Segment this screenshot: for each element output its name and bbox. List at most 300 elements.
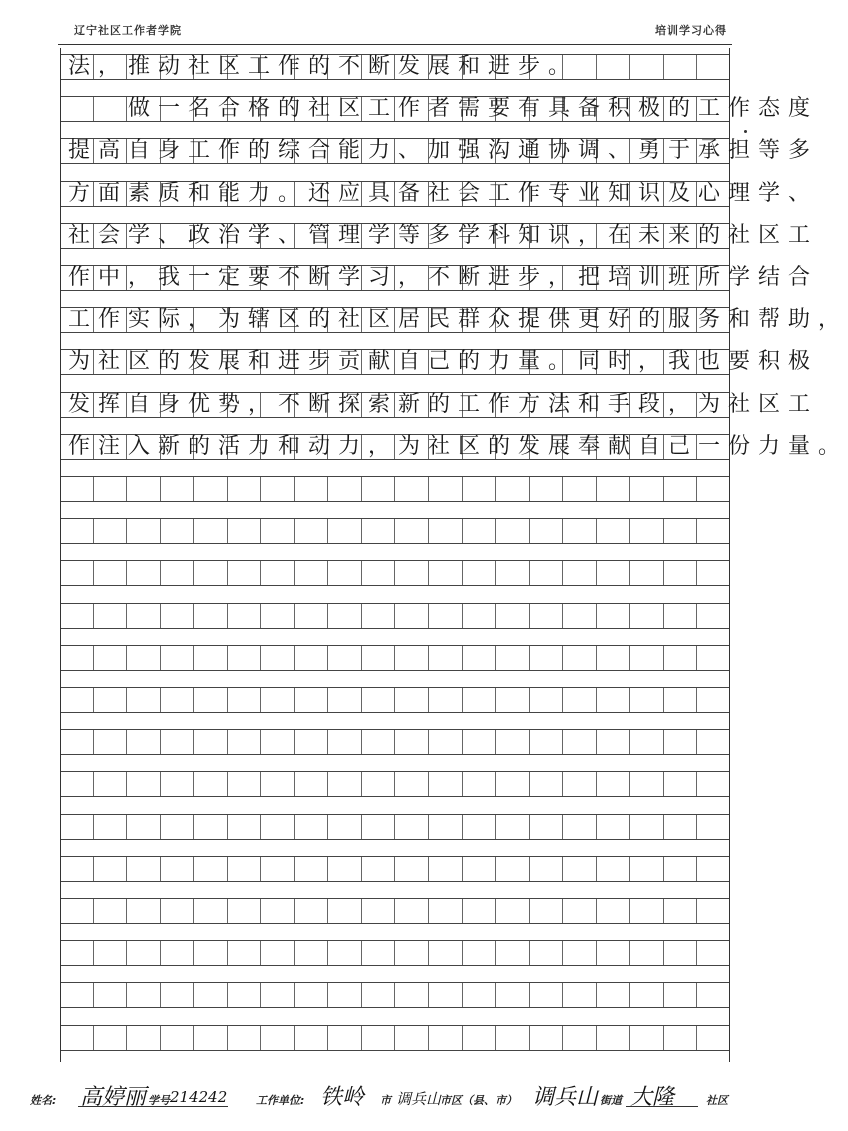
grid-cell <box>60 477 94 501</box>
grid-cell <box>295 561 329 585</box>
grid-cell <box>496 477 530 501</box>
grid-cell <box>261 941 295 965</box>
grid-cell <box>463 941 497 965</box>
grid-cell <box>328 604 362 628</box>
street-value: 调兵山 <box>532 1085 599 1110</box>
grid-cell <box>261 730 295 754</box>
grid-cell <box>395 941 429 965</box>
grid-cell <box>328 477 362 501</box>
grid-cell <box>94 772 128 796</box>
grid-cell <box>496 815 530 839</box>
grid-cell <box>395 815 429 839</box>
footer-info <box>0 1078 799 1118</box>
grid-cell <box>697 604 730 628</box>
grid-cell <box>228 1026 262 1050</box>
grid-cell <box>496 561 530 585</box>
grid-cell <box>362 688 396 712</box>
grid-cell <box>463 730 497 754</box>
grid-cell <box>697 561 730 585</box>
grid-cell <box>228 604 262 628</box>
grid-cell <box>94 815 128 839</box>
grid-cell <box>127 646 161 670</box>
grid-cell <box>328 519 362 543</box>
grid-cell <box>664 815 698 839</box>
grid-cell <box>60 899 94 923</box>
grid-cell <box>228 730 262 754</box>
grid-cell <box>563 899 597 923</box>
grid-cell <box>228 688 262 712</box>
grid-cell <box>261 899 295 923</box>
grid-cell <box>463 477 497 501</box>
grid-cell <box>463 815 497 839</box>
grid-cell <box>161 857 195 881</box>
grid-cell <box>295 815 329 839</box>
grid-cell <box>630 688 664 712</box>
grid-cell <box>161 730 195 754</box>
grid-cell <box>328 857 362 881</box>
grid-cell <box>228 983 262 1007</box>
grid-cell <box>597 983 631 1007</box>
grid-cell <box>664 561 698 585</box>
grid-cell <box>496 688 530 712</box>
grid-cell <box>261 561 295 585</box>
grid-cell <box>395 983 429 1007</box>
grid-cell <box>530 941 564 965</box>
grid-cell <box>429 983 463 1007</box>
grid-cell <box>60 815 94 839</box>
grid-cell <box>161 1026 195 1050</box>
grid-cell <box>463 561 497 585</box>
grid-cell <box>664 1026 698 1050</box>
grid-cell <box>429 730 463 754</box>
grid-cell <box>664 983 698 1007</box>
grid-row <box>60 982 730 1008</box>
grid-cell <box>530 772 564 796</box>
text-line: 法，推动社区工作的不断发展和进步。 <box>68 54 579 79</box>
street-label: 街道 <box>600 1094 622 1107</box>
grid-cell <box>127 477 161 501</box>
grid-cell <box>563 519 597 543</box>
grid-cell <box>228 646 262 670</box>
grid-cell <box>161 899 195 923</box>
id-value: 214242 <box>170 1088 228 1106</box>
grid-cell <box>127 1026 161 1050</box>
grid-cell <box>161 815 195 839</box>
grid-cell <box>261 477 295 501</box>
grid-cell <box>295 1026 329 1050</box>
grid-cell <box>530 604 564 628</box>
grid-cell <box>496 604 530 628</box>
community-value: 大隆 <box>630 1085 675 1110</box>
grid-cell <box>127 941 161 965</box>
grid-cell <box>94 604 128 628</box>
grid-cell <box>194 857 228 881</box>
grid-cell <box>94 519 128 543</box>
grid-cell <box>429 646 463 670</box>
grid-cell <box>362 983 396 1007</box>
grid-row <box>60 645 730 671</box>
grid-cell <box>563 604 597 628</box>
grid-cell <box>664 477 698 501</box>
grid-cell <box>328 1026 362 1050</box>
grid-cell <box>597 477 631 501</box>
grid-cell <box>463 688 497 712</box>
grid-row <box>60 856 730 882</box>
district-value: 调兵山 <box>396 1090 442 1108</box>
grid-cell <box>530 815 564 839</box>
grid-cell <box>194 730 228 754</box>
grid-cell <box>563 646 597 670</box>
text-line: 发挥自身优势，不断探索新的工作方法和手段，为社区工 <box>68 391 819 417</box>
grid-cell <box>563 983 597 1007</box>
grid-cell <box>261 646 295 670</box>
grid-row <box>60 687 730 713</box>
grid-cell <box>261 604 295 628</box>
grid-cell <box>295 983 329 1007</box>
grid-cell <box>127 899 161 923</box>
name-underline <box>78 1106 228 1107</box>
grid-cell <box>563 1026 597 1050</box>
grid-cell <box>563 941 597 965</box>
grid-cell <box>697 857 730 881</box>
grid-cell <box>697 899 730 923</box>
grid-cell <box>463 646 497 670</box>
grid-cell <box>94 899 128 923</box>
grid-cell <box>127 772 161 796</box>
grid-cell <box>295 730 329 754</box>
grid-cell <box>496 772 530 796</box>
grid-cell <box>228 477 262 501</box>
grid-cell <box>328 772 362 796</box>
grid-cell <box>395 899 429 923</box>
text-line: 为社区的发展和进步贡献自己的力量。同时，我也要积极 <box>68 349 819 375</box>
grid-cell <box>261 772 295 796</box>
grid-cell <box>194 772 228 796</box>
grid-cell <box>429 815 463 839</box>
grid-cell <box>630 815 664 839</box>
grid-cell <box>194 604 228 628</box>
grid-cell <box>395 730 429 754</box>
grid-cell <box>563 772 597 796</box>
grid-cell <box>94 477 128 501</box>
grid-cell <box>161 604 195 628</box>
grid-cell <box>362 772 396 796</box>
grid-cell <box>597 815 631 839</box>
grid-cell <box>630 772 664 796</box>
margin-mark <box>744 130 747 133</box>
grid-cell <box>362 604 396 628</box>
grid-cell <box>295 519 329 543</box>
grid-cell <box>429 899 463 923</box>
grid-cell <box>362 646 396 670</box>
grid-cell <box>295 646 329 670</box>
grid-cell <box>161 646 195 670</box>
grid-cell <box>161 519 195 543</box>
grid-cell <box>664 646 698 670</box>
grid-cell <box>295 772 329 796</box>
grid-cell <box>127 815 161 839</box>
grid-cell <box>664 941 698 965</box>
grid-cell <box>228 899 262 923</box>
city-value: 铁岭 <box>320 1085 365 1110</box>
grid-cell <box>530 646 564 670</box>
grid-cell <box>127 730 161 754</box>
grid-cell <box>127 688 161 712</box>
text-line: 提高自身工作的综合能力、加强沟通协调、勇于承担等多 <box>68 138 819 164</box>
grid-cell <box>664 604 698 628</box>
grid-cell <box>362 857 396 881</box>
institute-header: 辽宁社区工作者学院 <box>74 24 182 37</box>
grid-cell <box>429 519 463 543</box>
unit-label: 工作单位: <box>256 1094 305 1107</box>
grid-cell <box>395 561 429 585</box>
grid-cell <box>429 857 463 881</box>
grid-cell <box>697 1026 730 1050</box>
grid-cell <box>697 477 730 501</box>
grid-cell <box>697 646 730 670</box>
grid-cell <box>496 730 530 754</box>
city-label: 市 <box>380 1094 391 1107</box>
grid-cell <box>697 730 730 754</box>
grid-cell <box>295 604 329 628</box>
grid-cell <box>530 983 564 1007</box>
grid-cell <box>194 477 228 501</box>
grid-cell <box>395 1026 429 1050</box>
grid-cell <box>328 899 362 923</box>
text-line: 作注入新的活力和动力，为社区的发展奉献自己一份力量。 <box>68 433 848 459</box>
text-line: 社会学、政治学、管理学等多学科知识，在未来的社区工 <box>68 222 819 248</box>
grid-cell <box>530 688 564 712</box>
grid-cell <box>295 688 329 712</box>
grid-cell <box>597 561 631 585</box>
grid-cell <box>697 983 730 1007</box>
grid-cell <box>664 899 698 923</box>
grid-cell <box>429 772 463 796</box>
grid-cell <box>60 646 94 670</box>
grid-cell <box>597 688 631 712</box>
grid-cell <box>94 730 128 754</box>
grid-cell <box>328 688 362 712</box>
grid-cell <box>261 983 295 1007</box>
grid-cell <box>664 519 698 543</box>
grid-cell <box>563 857 597 881</box>
grid-cell <box>161 688 195 712</box>
grid-cell <box>194 899 228 923</box>
grid-cell <box>127 561 161 585</box>
grid-cell <box>161 772 195 796</box>
grid-cell <box>328 730 362 754</box>
grid-row <box>60 898 730 924</box>
grid-cell <box>362 519 396 543</box>
grid-cell <box>597 519 631 543</box>
grid-cell <box>463 772 497 796</box>
grid-cell <box>228 941 262 965</box>
grid-cell <box>94 1026 128 1050</box>
name-label: 姓名: <box>30 1094 57 1107</box>
grid-cell <box>295 899 329 923</box>
grid-cell <box>395 688 429 712</box>
grid-cell <box>60 561 94 585</box>
grid-cell <box>328 815 362 839</box>
grid-cell <box>228 561 262 585</box>
grid-row <box>60 603 730 629</box>
grid-cell <box>597 857 631 881</box>
grid-cell <box>697 519 730 543</box>
grid-cell <box>194 1026 228 1050</box>
name-value: 高婷丽 <box>80 1085 147 1110</box>
id-label: 学号 <box>148 1094 170 1107</box>
grid-cell <box>530 857 564 881</box>
grid-cell <box>664 688 698 712</box>
header-divider <box>58 44 732 45</box>
grid-cell <box>60 983 94 1007</box>
text-line: 作中，我一定要不断学习，不断进步，把培训班所学结合 <box>68 265 819 290</box>
grid-row <box>60 940 730 966</box>
grid-cell <box>597 646 631 670</box>
grid-cell <box>463 1026 497 1050</box>
grid-row <box>60 518 730 544</box>
grid-cell <box>362 941 396 965</box>
grid-cell <box>60 688 94 712</box>
grid-cell <box>395 477 429 501</box>
grid-cell <box>161 983 195 1007</box>
grid-cell <box>395 519 429 543</box>
grid-cell <box>328 646 362 670</box>
grid-cell <box>597 941 631 965</box>
grid-cell <box>362 730 396 754</box>
grid-cell <box>362 1026 396 1050</box>
grid-cell <box>295 941 329 965</box>
grid-cell <box>630 477 664 501</box>
community-label: 社区 <box>706 1094 728 1107</box>
grid-cell <box>261 688 295 712</box>
text-line: 做一名合格的社区工作者需要有具备积极的工作态度 <box>68 96 819 122</box>
grid-cell <box>295 477 329 501</box>
grid-cell <box>496 899 530 923</box>
grid-cell <box>630 519 664 543</box>
grid-cell <box>496 857 530 881</box>
grid-cell <box>563 477 597 501</box>
grid-cell <box>597 1026 631 1050</box>
grid-cell <box>362 561 396 585</box>
grid-cell <box>60 519 94 543</box>
grid-cell <box>597 604 631 628</box>
grid-cell <box>463 899 497 923</box>
grid-cell <box>228 519 262 543</box>
grid-cell <box>261 815 295 839</box>
grid-cell <box>496 941 530 965</box>
grid-cell <box>261 519 295 543</box>
grid-cell <box>530 477 564 501</box>
grid-row <box>60 729 730 755</box>
grid-cell <box>127 519 161 543</box>
grid-cell <box>630 646 664 670</box>
grid-cell <box>161 561 195 585</box>
grid-cell <box>328 941 362 965</box>
grid-row <box>60 476 730 502</box>
grid-cell <box>362 815 396 839</box>
grid-cell <box>429 941 463 965</box>
grid-cell <box>530 730 564 754</box>
grid-cell <box>194 646 228 670</box>
text-line: 方面素质和能力。还应具备社会工作专业知识及心理学、 <box>68 180 819 206</box>
grid-cell <box>597 899 631 923</box>
community-underline <box>626 1106 698 1107</box>
grid-cell <box>530 561 564 585</box>
grid-cell <box>60 857 94 881</box>
grid-cell <box>94 688 128 712</box>
grid-cell <box>328 561 362 585</box>
grid-cell <box>597 730 631 754</box>
grid-cell <box>630 561 664 585</box>
grid-cell <box>228 815 262 839</box>
grid-cell <box>429 561 463 585</box>
text-line: 工作实际，为辖区的社区居民群众提供更好的服务和帮助， <box>68 307 848 333</box>
grid-cell <box>127 983 161 1007</box>
grid-cell <box>228 857 262 881</box>
grid-cell <box>94 941 128 965</box>
grid-cell <box>630 983 664 1007</box>
grid-cell <box>161 941 195 965</box>
grid-cell <box>630 899 664 923</box>
grid-cell <box>60 604 94 628</box>
grid-cell <box>295 857 329 881</box>
grid-row <box>60 560 730 586</box>
grid-cell <box>60 1026 94 1050</box>
grid-cell <box>463 857 497 881</box>
grid-cell <box>563 561 597 585</box>
grid-cell <box>429 1026 463 1050</box>
grid-cell <box>60 730 94 754</box>
grid-cell <box>630 730 664 754</box>
district-label: 市区（县、市） <box>440 1094 517 1107</box>
grid-cell <box>94 561 128 585</box>
grid-cell <box>496 646 530 670</box>
grid-cell <box>395 772 429 796</box>
grid-cell <box>630 1026 664 1050</box>
grid-cell <box>161 477 195 501</box>
grid-cell <box>530 899 564 923</box>
grid-cell <box>463 519 497 543</box>
grid-cell <box>194 688 228 712</box>
grid-cell <box>127 604 161 628</box>
grid-cell <box>429 604 463 628</box>
grid-cell <box>362 899 396 923</box>
grid-row <box>60 814 730 840</box>
grid-cell <box>563 815 597 839</box>
grid-row <box>60 771 730 797</box>
grid-cell <box>664 857 698 881</box>
grid-cell <box>496 983 530 1007</box>
grid-cell <box>563 688 597 712</box>
grid-cell <box>261 1026 295 1050</box>
grid-cell <box>194 815 228 839</box>
grid-cell <box>664 730 698 754</box>
grid-cell <box>328 983 362 1007</box>
grid-cell <box>496 519 530 543</box>
grid-cell <box>463 604 497 628</box>
grid-cell <box>630 857 664 881</box>
grid-cell <box>429 477 463 501</box>
grid-cell <box>697 688 730 712</box>
grid-cell <box>697 815 730 839</box>
grid-cell <box>228 772 262 796</box>
grid-cell <box>697 772 730 796</box>
grid-cell <box>94 857 128 881</box>
grid-cell <box>395 857 429 881</box>
grid-cell <box>630 941 664 965</box>
grid-cell <box>127 857 161 881</box>
